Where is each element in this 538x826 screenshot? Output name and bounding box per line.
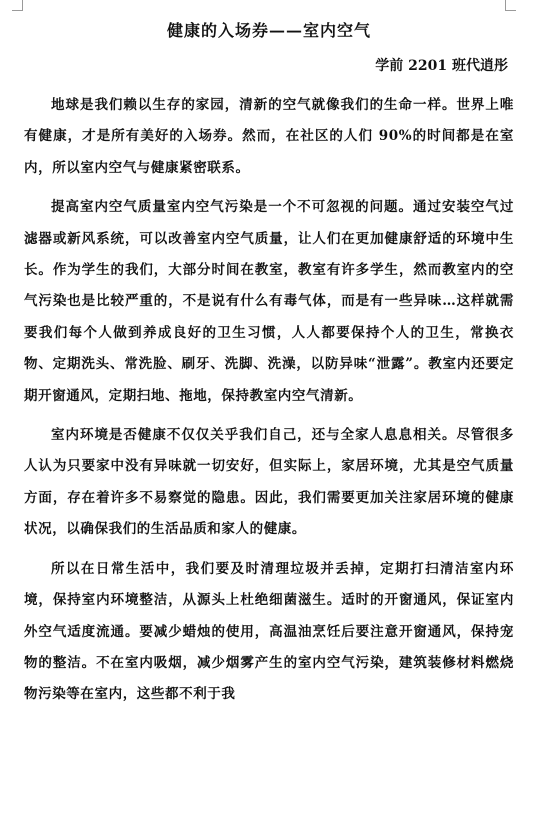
paragraph-4: 所以在日常生活中，我们要及时清理垃圾并丢掉，定期打扫清洁室内环境，保持室内环境整洁，从源头上杜绝细菌滋生。适时的开窗通风，保证室内外空气适度流通。要减少蜡烛的使用，高温油烹饪后要注意开窗通风，保持宠物的整洁。不在室内吸烟，减少烟雾产生的室内空气污染，建筑装修材料燃烧物污染等在室内，这些都不利于我 <box>24 560 514 703</box>
paragraph-1: 地球是我们赖以生存的家园，清新的空气就像我们的生命一样。世界上唯有健康，才是所有美好的入场券。然而，在社区的人们 90%的时间都是在室内，所以室内空气与健康紧密联系。 <box>24 97 514 176</box>
document-title: 健康的入场券——室内空气 <box>166 21 371 40</box>
page-corner-mark-left <box>12 0 23 11</box>
document-author: 学前 2201 班代逍彤 <box>375 58 508 74</box>
paragraph-2: 提高室内空气质量室内空气污染是一个不可忽视的问题。通过安装空气过滤器或新风系统，可以改善室内空气质量，让人们在更加健康舒适的环境中生长。作为学生的我们，大部分时间在教室，教室有许多学生，然而教室内的空气污染也是比较严重的，不是说有什么有毒气体，而是有一些异味…这样就需要我们每个人做到养成良好的卫生习惯，人人都要保持个人的卫生，常换衣物、定期洗头、常洗脸、刷牙、洗脚、洗澡，以防异味“泄露”。教室内还要定期开窗通风，定期扫地、拖地，保持教室内空气清新。 <box>24 199 514 404</box>
page-corner-mark-right <box>505 0 516 11</box>
document-body <box>24 90 514 719</box>
paragraph-3: 室内环境是否健康不仅仅关乎我们自己，还与全家人息息相关。尽管很多人认为只要家中没有异味就一切安好，但实际上，家居环境，尤其是空气质量方面，存在着许多不易察觉的隐患。因此，我们需要更加关注家居环境的健康状况，以确保我们的生活品质和家人的健康。 <box>24 427 514 538</box>
